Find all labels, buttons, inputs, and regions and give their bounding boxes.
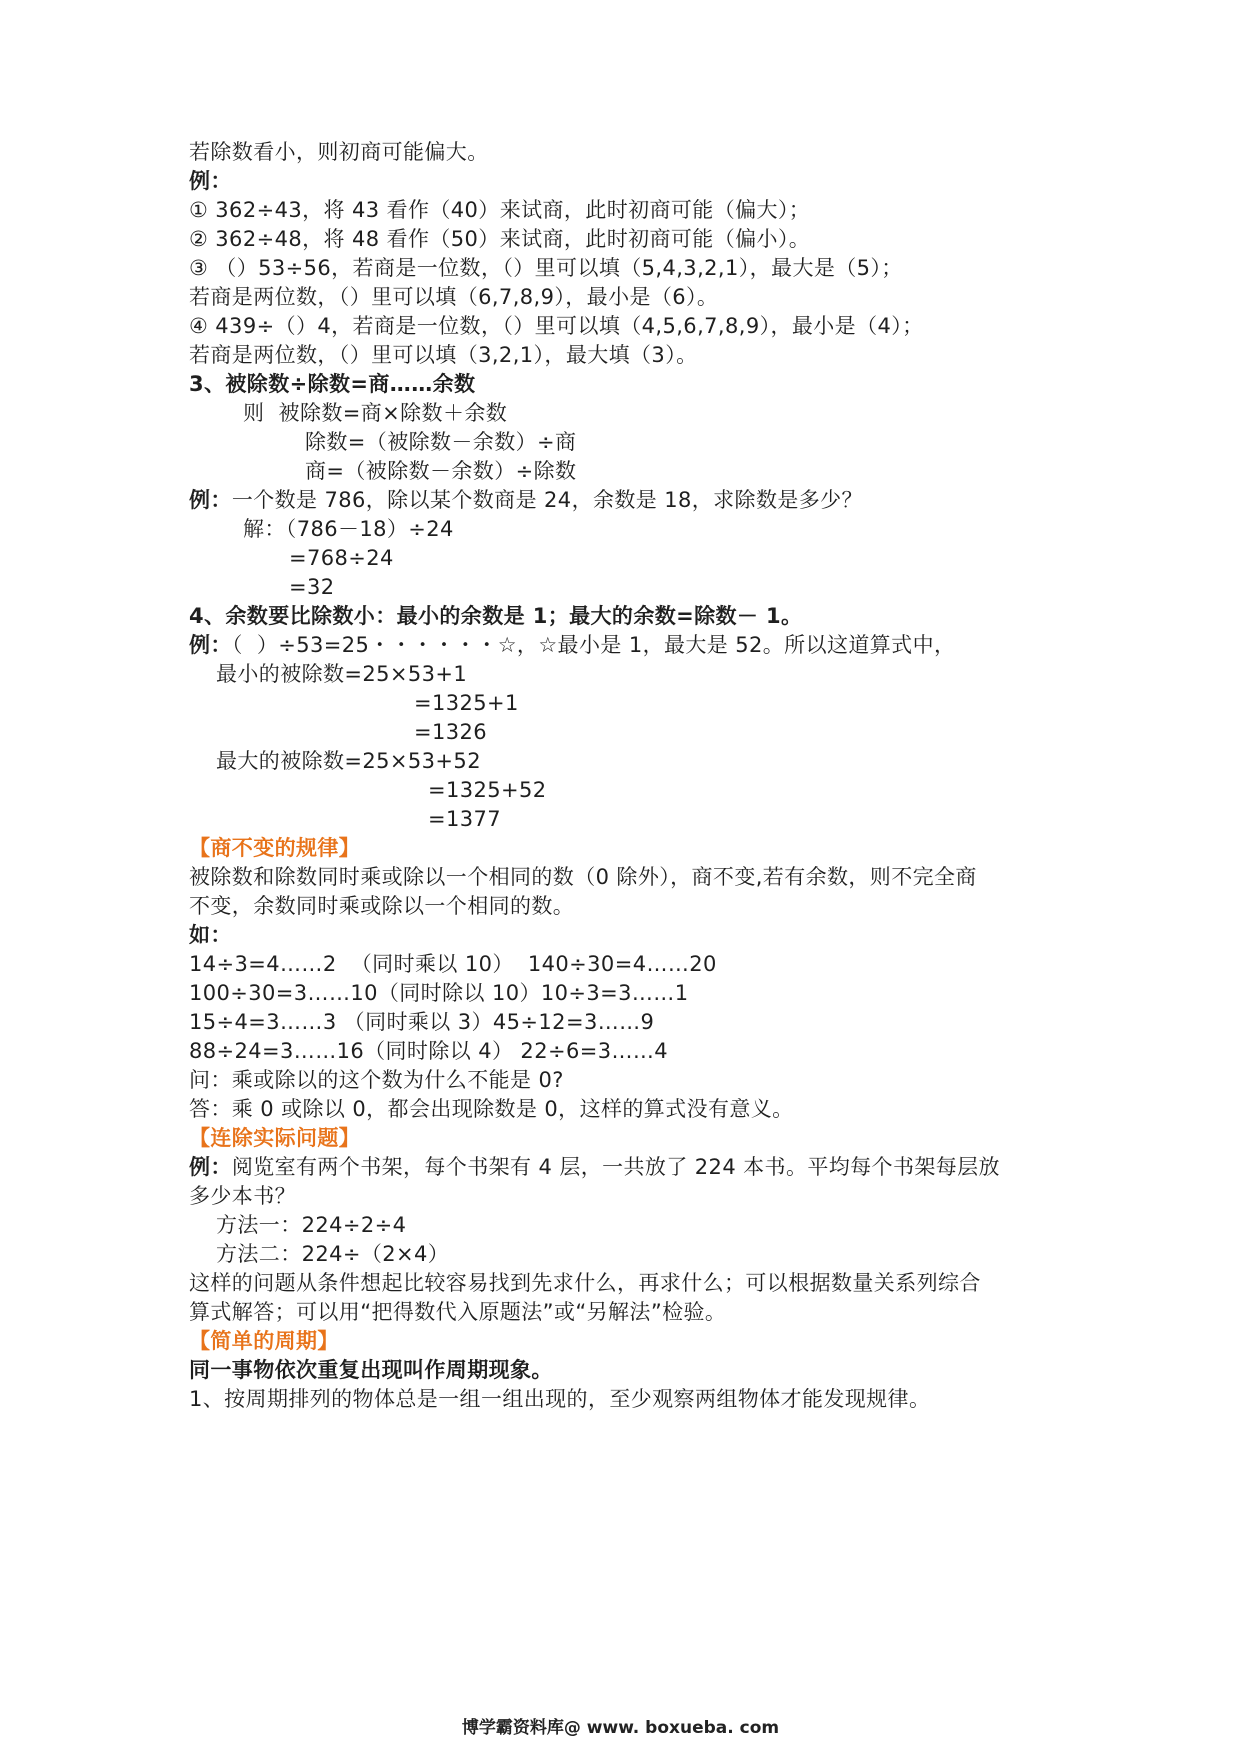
example-label: 例： [189, 488, 232, 512]
method-line: 方法一：224÷2÷4 [216, 1213, 407, 1237]
topic-heading: 【简单的周期】 [189, 1329, 339, 1353]
text-line: 若除数看小，则初商可能偏大。 [189, 140, 489, 164]
solution-line: =32 [289, 575, 335, 599]
text-line: 14÷3=4……2 （同时乘以 10） 140÷30=4……20 [189, 952, 717, 976]
example-label: 例： [189, 169, 232, 193]
text-line: ④ 439÷（）4，若商是一位数，（）里可以填（4,5,6,7,8,9），最小是（4）； [189, 314, 924, 338]
text-line: 这样的问题从条件想起比较容易找到先求什么，再求什么；可以根据数量关系列综合 [189, 1271, 981, 1295]
text-line: ① 362÷43，将 43 看作（40）来试商，此时初商可能（偏大）； [189, 198, 811, 222]
example-line [189, 1151, 1000, 1183]
example-text: 阅览室有两个书架，每个书架有 4 层，一共放了 224 本书。平均每个书架每层放 [231, 1155, 1000, 1179]
section-heading: 4、余数要比除数小：最小的余数是 1；最大的余数=除数－ 1。 [189, 604, 803, 628]
text-line: 被除数和除数同时乘或除以一个相同的数（0 除外），商不变,若有余数，则不完全商 [189, 865, 977, 889]
text-line: 多少本书？ [189, 1184, 296, 1208]
example-text: （ ）÷53=25・・・・・・☆，☆最小是 1，最大是 52。所以这道算式中， [231, 633, 956, 657]
solution-line: =768÷24 [289, 546, 394, 570]
example-label: 例： [189, 1155, 232, 1179]
example-line [189, 484, 863, 516]
method-line: 方法二：224÷（2×4） [216, 1242, 450, 1266]
footer-watermark: 博学霸资料库@ www. boxueba. com [461, 1718, 780, 1738]
text-line: 若商是两位数，（）里可以填（3,2,1），最大填（3）。 [189, 343, 698, 367]
text-line: 算式解答；可以用“把得数代入原题法”或“另解法”检验。 [189, 1300, 727, 1324]
topic-heading: 【商不变的规律】 [189, 836, 361, 860]
text-line: 88÷24=3……16（同时除以 4） 22÷6=3……4 [189, 1039, 669, 1063]
text-line: 问：乘或除以的这个数为什么不能是 0? [189, 1068, 564, 1092]
formula-line: =1326 [414, 720, 488, 744]
text-line: 若商是两位数，（）里可以填（6,7,8,9），最小是（6）。 [189, 285, 719, 309]
formula-line: =1325+1 [414, 691, 519, 715]
example-text: 一个数是 786，除以某个数商是 24，余数是 18，求除数是多少？ [231, 488, 863, 512]
section-heading: 同一事物依次重复出现叫作周期现象。 [189, 1358, 553, 1382]
text-line: 100÷30=3……10（同时除以 10）10÷3=3……1 [189, 981, 689, 1005]
text-line: ③ （）53÷56，若商是一位数，（）里可以填（5,4,3,2,1），最大是（5）； [189, 256, 903, 280]
formula-line: =1377 [428, 807, 502, 831]
example-label: 如： [189, 923, 232, 947]
solution-line: 解：（786－18）÷24 [243, 517, 454, 541]
text-line: ② 362÷48，将 48 看作（50）来试商，此时初商可能（偏小）。 [189, 227, 811, 251]
topic-heading: 【连除实际问题】 [189, 1126, 361, 1150]
formula-line: 最小的被除数=25×53+1 [216, 662, 468, 686]
example-label: 例： [189, 633, 232, 657]
text-line: 答：乘 0 或除以 0，都会出现除数是 0，这样的算式没有意义。 [189, 1097, 794, 1121]
formula-line: 则 被除数=商×除数＋余数 [243, 401, 508, 425]
section-heading: 3、被除数÷除数=商……余数 [189, 372, 476, 396]
formula-line: 最大的被除数=25×53+52 [216, 749, 481, 773]
text-line: 不变，余数同时乘或除以一个相同的数。 [189, 894, 575, 918]
text-line: 15÷4=3……3 （同时乘以 3）45÷12=3……9 [189, 1010, 655, 1034]
example-line [189, 629, 955, 661]
formula-line: 除数=（被除数－余数）÷商 [305, 430, 577, 454]
formula-line: 商=（被除数－余数）÷除数 [305, 459, 577, 483]
text-line: 1、按周期排列的物体总是一组一组出现的，至少观察两组物体才能发现规律。 [189, 1387, 931, 1411]
formula-line: =1325+52 [428, 778, 547, 802]
